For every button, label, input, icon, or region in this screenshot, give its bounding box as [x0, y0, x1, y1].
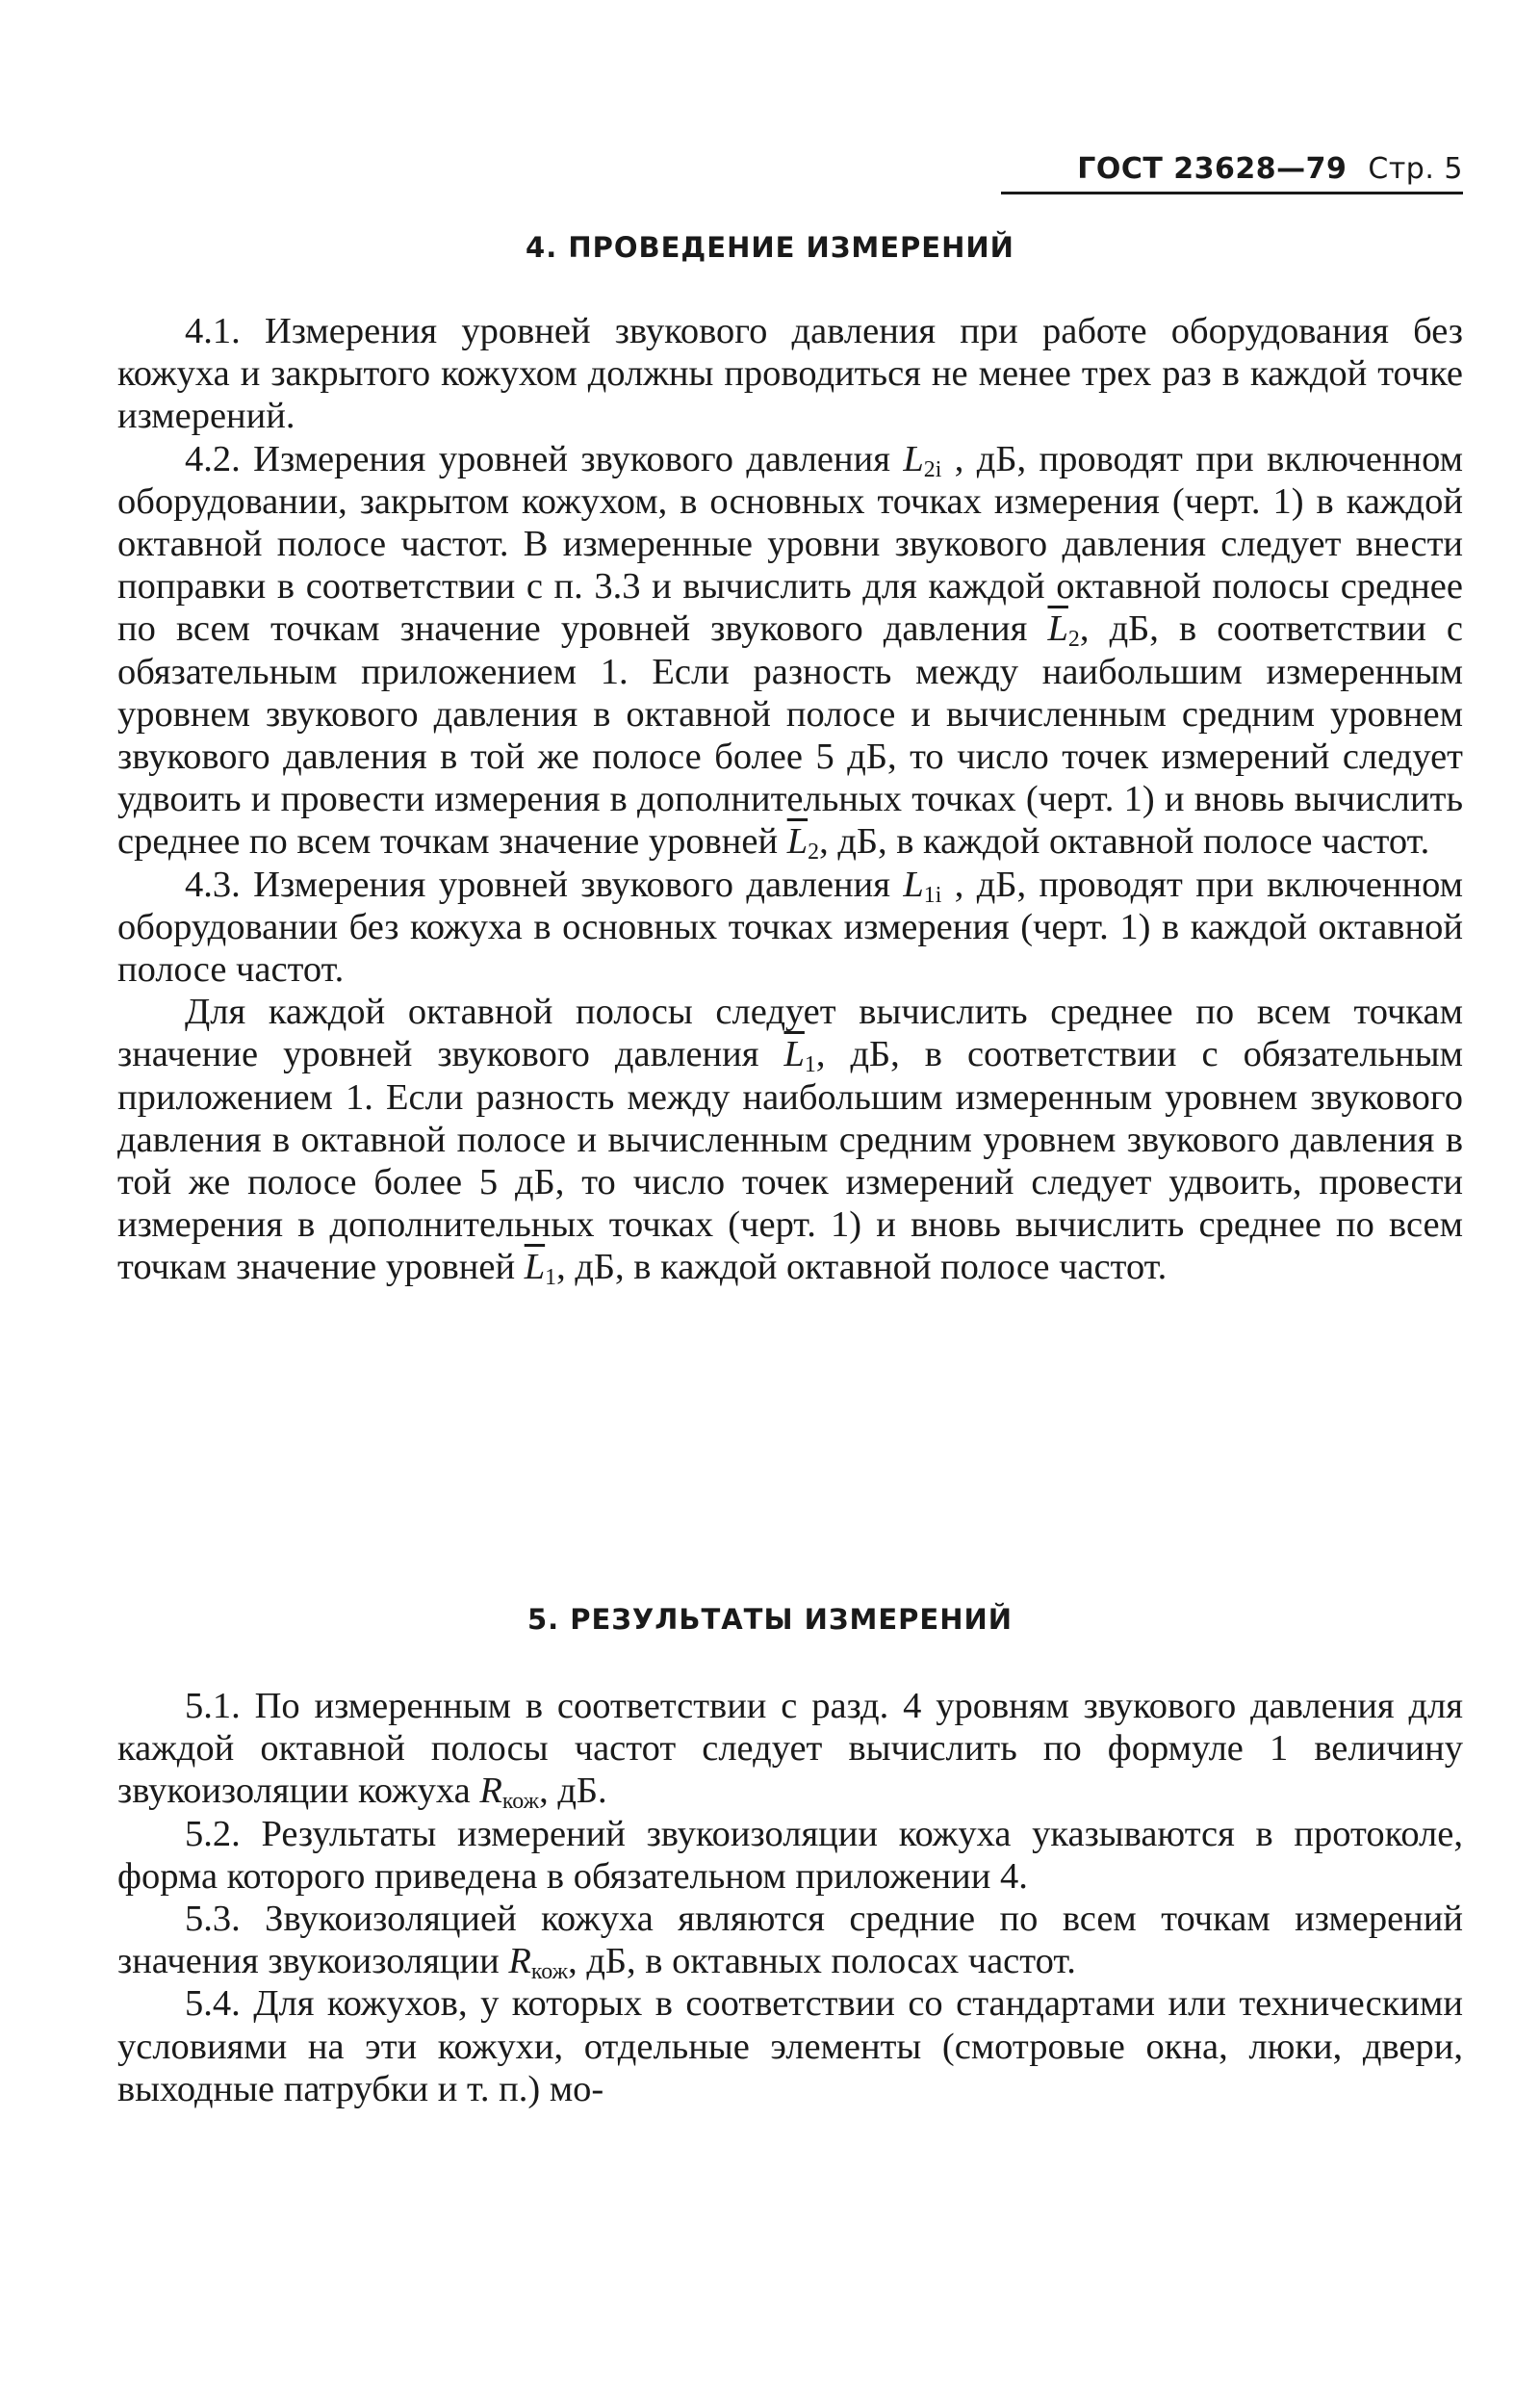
section-5-body [117, 1685, 1463, 2110]
section-5-title: 5. РЕЗУЛЬТАТЫ ИЗМЕРЕНИЙ [526, 1603, 1014, 1636]
paragraph-5-3: 5.3. Звукоизоляцией кожуха являются средние по всем точкам измерений значения звукоизоляции $R_{кож}$, дБ, в октавных полосах частот. [117, 1899, 1463, 1985]
paragraph-5-1: 5.1. По измеренным в соответствии с разд. 4 уровням звукового давления для каждой октавной полосы частот следует вычислить по формуле 1 величину звукоизоляции кожуха $R_{кож}$, дБ. [117, 1686, 1463, 1815]
paragraph-4-3-cont: Для каждой октавной полосы следует вычислить среднее по всем точкам значение уровней звукового давления $\overline{L}_1$, дБ, в соответствии с обязательным приложением 1. Если разность между наибольшим измеренным уровнем звукового давления в октавной полосе и вычисленным средним уровнем звукового давления в той же полосе более 5 дБ, то число точек измерений следует удвоить, провести измерения в дополнительных точках (черт. 1) и вновь вычислить среднее по всем точкам значение уровней $\overline{L}_1$, дБ, в каждой октавной полосе частот. [117, 992, 1463, 1291]
page-header [1001, 152, 1463, 194]
page-number: Стр. 5 [1368, 152, 1463, 186]
paragraph-5-4: 5.4. Для кожухов, у которых в соответствии со стандартами или техническими условиями на эти кожухи, отдельные элементы (смотровые окна, люки, двери, выходные патрубки и т. п.) мо- [117, 1983, 1463, 2109]
standard-code: ГОСТ 23628—79 [1077, 152, 1348, 186]
paragraph-4-1: 4.1. Измерения уровней звукового давления при работе оборудования без кожуха и закрытого кожухом должны проводиться не менее трех раз в каждой точке измерений. [117, 311, 1463, 437]
paragraph-5-2: 5.2. Результаты измерений звукоизоляции кожуха указываются в протоколе, форма которого приведена в обязательном приложении 4. [117, 1813, 1463, 1897]
section-4-body [117, 310, 1463, 1289]
section-4-title: 4. ПРОВЕДЕНИЕ ИЗМЕРЕНИЙ [526, 231, 1014, 264]
paragraph-4-3: 4.3. Измерения уровней звукового давления $L_{1i}$ , дБ, проводят при включенном оборудовании без кожуха в основных точках измерения (черт. 1) в каждой октавной полосе частот. [117, 864, 1463, 991]
paragraph-4-2: 4.2. Измерения уровней звукового давления $L_{2i}$ , дБ, проводят при включенном оборудовании, закрытом кожухом, в основных точках измерения (черт. 1) в каждой октавной полосе частот. В измеренные уровни звукового давления следует внести поправки в соответствии с п. 3.3 и вычислить для каждой октавной полосы среднее по всем точкам значение уровней звукового давления $\overline{L}_2$, дБ, в соответствии с обязательным приложением 1. Если разность между наибольшим измеренным уровнем звукового давления в октавной полосе и вычисленным средним уровнем звукового давления в той же полосе более 5 дБ, то число точек измерений следует удвоить и провести измерения в дополнительных точках (черт. 1) и вновь вычислить среднее по всем точкам значение уровней $\overline{L}_2$, дБ, в каждой октавной полосе частот. [117, 438, 1463, 866]
